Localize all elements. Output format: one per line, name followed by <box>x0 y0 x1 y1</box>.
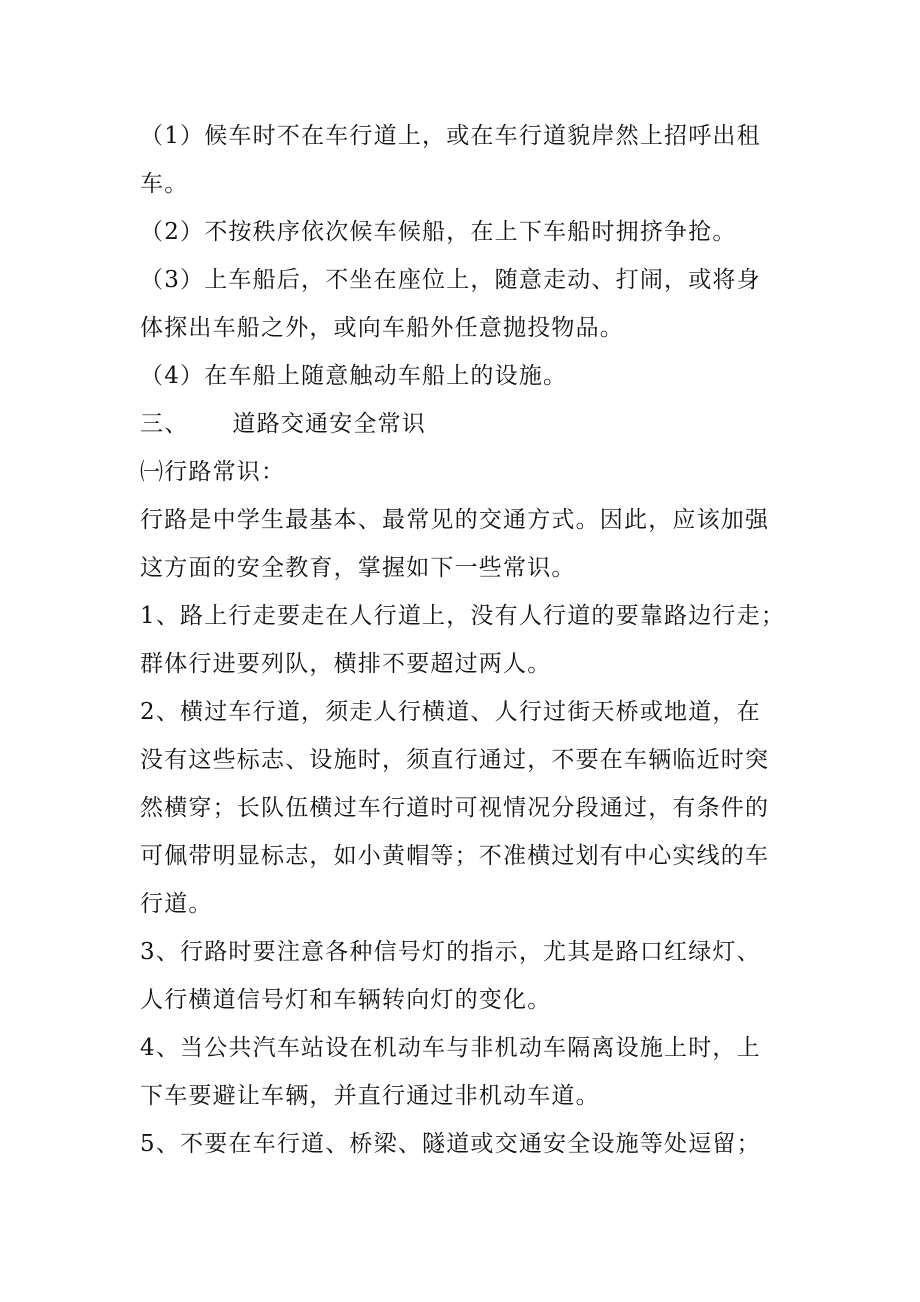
paragraph-line: （4）在车船上随意触动车船上的设施。 <box>140 363 568 389</box>
list-item-line: 没有这些标志、设施时，须直行通过，不要在车辆临近时突 <box>140 747 770 773</box>
paragraph-line: （3）上车船后，不坐在座位上，随意走动、打闹，或将身 <box>140 267 761 293</box>
list-item-line: 行道。 <box>140 891 213 917</box>
section-title: 道路交通安全常识 <box>232 411 427 437</box>
subsection-heading: ㈠行路常识： <box>140 459 286 485</box>
list-item-line: 下车要避让车辆，并直行通过非机动车道。 <box>140 1083 600 1109</box>
list-item-line: 然横穿；长队伍横过车行道时可视情况分段通过，有条件的 <box>140 795 770 821</box>
section-number: 三、 <box>140 411 189 437</box>
list-item-line: 4、当公共汽车站设在机动车与非机动车隔离设施上时，上 <box>140 1035 761 1061</box>
document-page <box>140 112 790 1168</box>
list-item-line: 3、行路时要注意各种信号灯的指示，尤其是路口红绿灯、 <box>140 939 761 965</box>
paragraph-line: 体探出车船之外，或向车船外任意抛投物品。 <box>140 315 624 341</box>
paragraph-line: 这方面的安全教育，掌握如下一些常识。 <box>140 555 576 581</box>
paragraph-line: 行路是中学生最基本、最常见的交通方式。因此，应该加强 <box>140 507 770 533</box>
list-item-line: 2、横过车行道，须走人行横道、人行过街天桥或地道，在 <box>140 699 761 725</box>
paragraph-line: （2）不按秩序依次候车候船，在上下车船时拥挤争抢。 <box>140 219 737 245</box>
section-heading <box>140 400 790 448</box>
paragraph-line: （1）候车时不在车行道上，或在车行道貌岸然上招呼出租 <box>140 123 761 149</box>
list-item-line: 群体行进要列队，横排不要超过两人。 <box>140 651 552 677</box>
list-item-line: 可佩带明显标志，如小黄帽等；不准横过划有中心实线的车 <box>140 843 770 869</box>
list-item-line: 5、不要在车行道、桥梁、隧道或交通安全设施等处逗留； <box>140 1131 761 1157</box>
list-item-line: 1、路上行走要走在人行道上，没有人行道的要靠路边行走； <box>140 603 786 629</box>
paragraph-line: 车。 <box>140 171 189 197</box>
list-item-line: 人行横道信号灯和车辆转向灯的变化。 <box>140 987 552 1013</box>
